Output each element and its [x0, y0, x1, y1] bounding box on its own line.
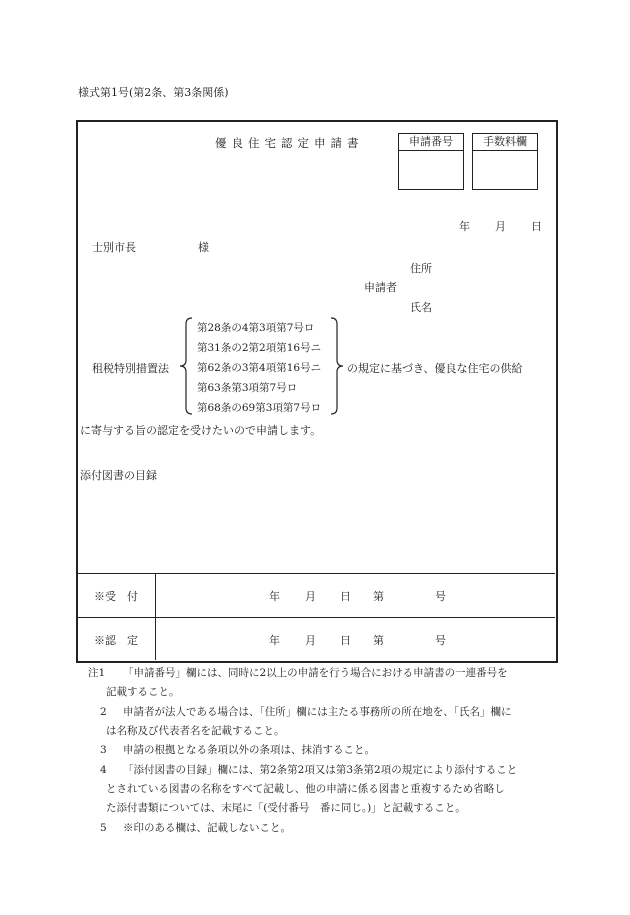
addressee-honorific: 様: [198, 241, 209, 254]
article-item[interactable]: 第68条の69第3項第7号ロ: [197, 402, 322, 414]
applicant-label: 申請者: [364, 281, 397, 294]
date-day: 日: [531, 220, 542, 233]
form-label: 様式第1号(第2条、第3条関係): [78, 86, 229, 99]
note-text: とされている図書の名称をすべて記載し、他の申請に係る図書と重複するため省略し: [106, 783, 505, 795]
note-text: た添付書類については、末尾に「(受付番号 番に同じ。)」と記載すること。: [106, 802, 466, 814]
note-text: 記載すること。: [106, 686, 180, 698]
receipt-no: 第: [373, 590, 384, 603]
name-label: 氏名: [410, 301, 432, 314]
approval-label: ※認 定: [94, 634, 138, 647]
approval-month: 月: [305, 634, 316, 647]
right-brace-icon: [327, 316, 347, 416]
application-form: [76, 120, 558, 663]
address-label: 住所: [410, 262, 432, 275]
approval-number: 号: [435, 634, 446, 647]
law-name: 租税特別措置法: [92, 362, 169, 375]
left-brace-icon: [176, 316, 196, 416]
note-text: ※印のある欄は、記載しないこと。: [123, 822, 291, 834]
statement-line2: に寄与する旨の認定を受けたいので申請します。: [80, 424, 322, 437]
note-text: 「添付図書の目録」欄には、第2条第2項又は第3条第2項の規定により添付すること: [123, 764, 518, 776]
receipt-year: 年: [269, 590, 280, 603]
article-item[interactable]: 第31条の2第2項第16号ニ: [197, 342, 322, 354]
note-number: 3: [100, 744, 107, 756]
application-number-box[interactable]: [398, 133, 464, 190]
fee-column-box[interactable]: [472, 133, 538, 190]
note-text: は名称及び代表者名を記載すること。: [106, 725, 285, 737]
note-number: 5: [100, 822, 107, 834]
receipt-number: 号: [435, 590, 446, 603]
receipt-day: 日: [340, 590, 351, 603]
note-number: 4: [100, 764, 107, 776]
date-month: 月: [495, 220, 506, 233]
approval-no: 第: [373, 634, 384, 647]
table-divider-middle: [78, 617, 555, 618]
addressee-mayor: 士別市長: [92, 241, 136, 254]
article-item[interactable]: 第28条の4第3項第7号ロ: [197, 322, 315, 334]
receipt-month: 月: [305, 590, 316, 603]
article-item[interactable]: 第62条の3第4項第16号ニ: [197, 362, 322, 374]
attached-list-label: 添付図書の目録: [80, 469, 157, 482]
receipt-label: ※受 付: [94, 590, 138, 603]
form-title: 優良住宅認定申請書: [215, 136, 364, 150]
note-number: 2: [100, 706, 107, 718]
approval-year: 年: [269, 634, 280, 647]
application-number-label: 申請番号: [399, 134, 463, 151]
table-divider-top: [78, 573, 555, 574]
table-column-divider: [155, 573, 156, 660]
note-text: 申請者が法人である場合は、「住所」欄には主たる事務所の所在地を、「氏名」欄に: [123, 706, 512, 718]
fee-column-label: 手数料欄: [473, 134, 537, 151]
note-text: 申請の根拠となる条項以外の条項は、抹消すること。: [123, 744, 375, 756]
date-year: 年: [459, 220, 470, 233]
approval-day: 日: [340, 634, 351, 647]
note-text: 「申請番号」欄には、同時に2以上の申請を行う場合における申請書の一連番号を: [123, 667, 508, 679]
statement-tail: の規定に基づき、優良な住宅の供給: [347, 362, 523, 375]
article-item[interactable]: 第63条第3項第7号ロ: [197, 382, 298, 394]
note-number: 注1: [88, 667, 106, 679]
